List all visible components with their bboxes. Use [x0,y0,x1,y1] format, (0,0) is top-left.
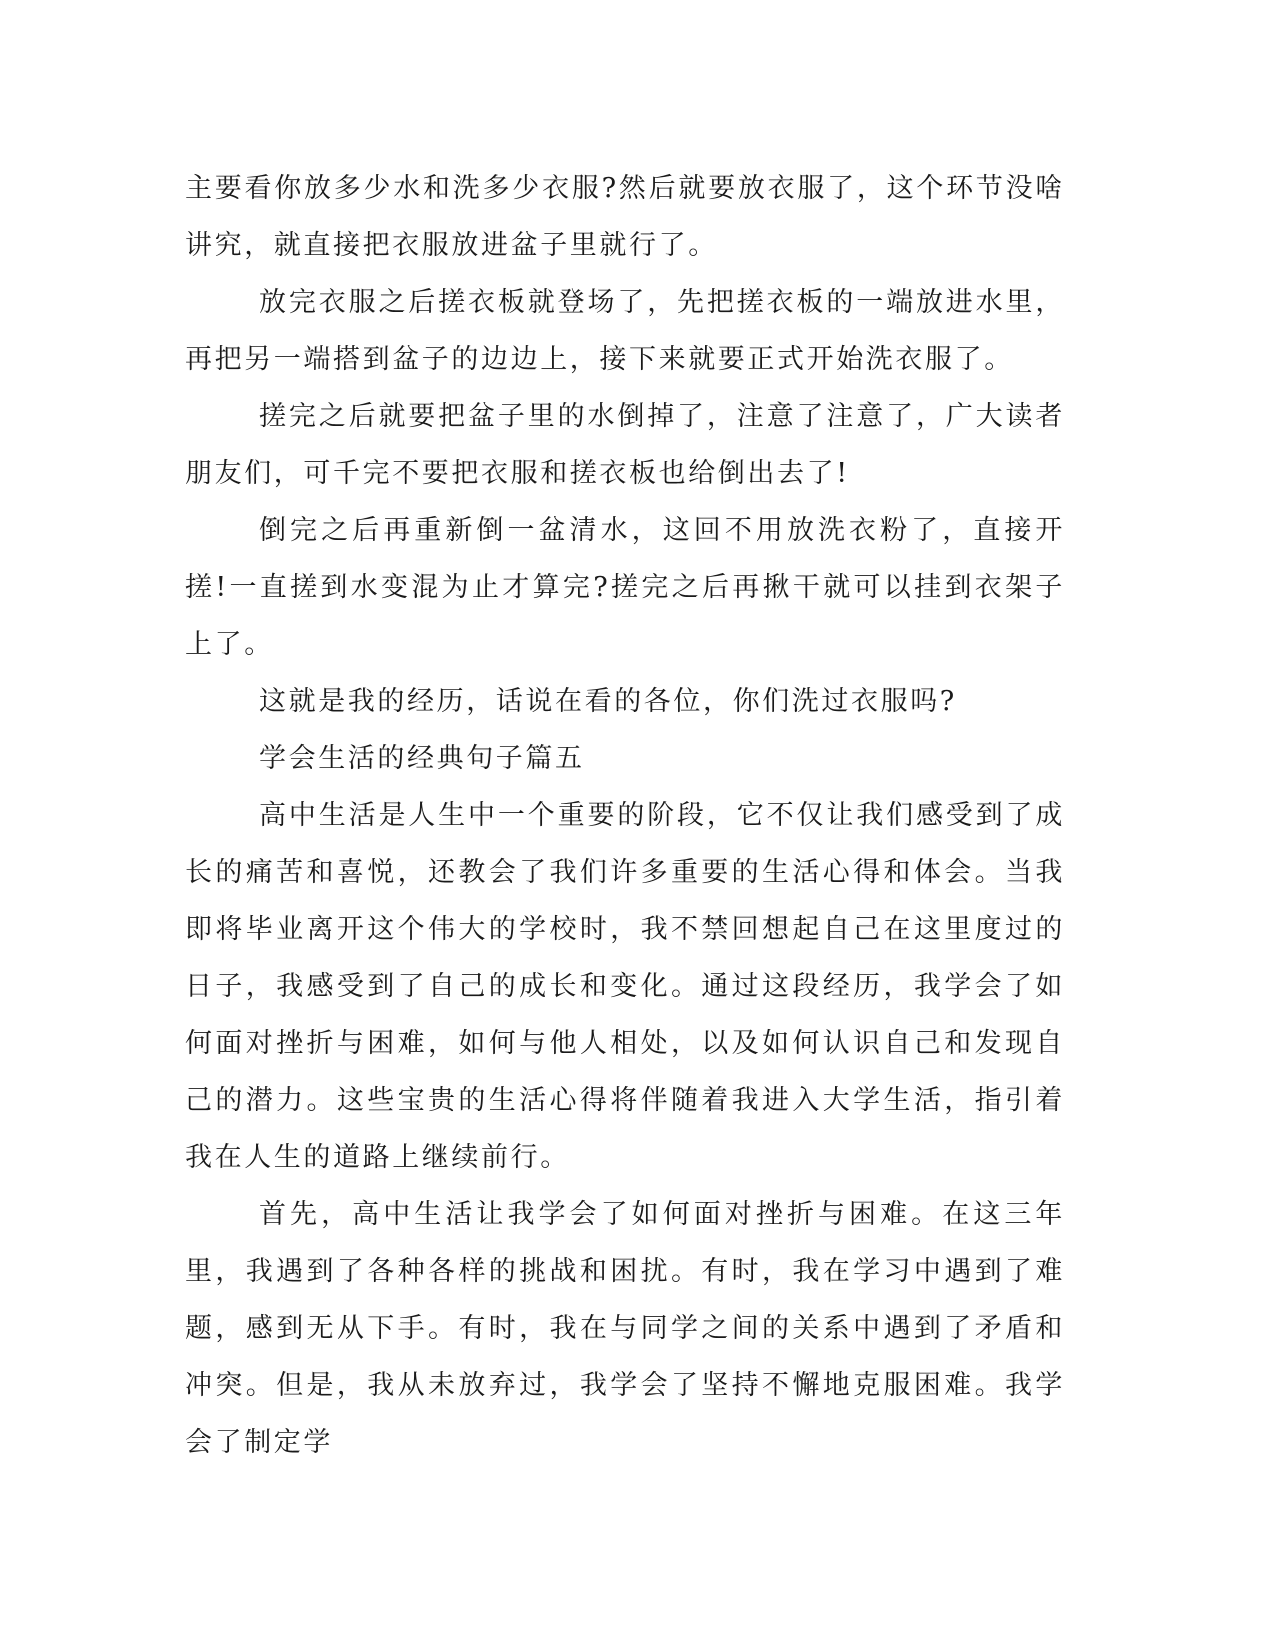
section-heading: 学会生活的经典句子篇五 [259,743,585,774]
paragraph-6: 高中生活是人生中一个重要的阶段，它不仅让我们感受到了成长的痛苦和喜悦，还教会了我们许多重要的生活心得和体会。当我即将毕业离开这个伟大的学校时，我不禁回想起自己在这里度过的日子，我感受到了自己的成长和变化。通过这段经历，我学会了如何面对挫折与困难，如何与他人相处，以及如何认识自己和发现自己的潜力。这些宝贵的生活心得将伴随着我进入大学生活，指引着我在人生的道路上继续前行。 [185,800,1065,1173]
paragraph-3: 搓完之后就要把盆子里的水倒掉了，注意了注意了，广大读者朋友们，可千完不要把衣服和搓衣板也给倒出去了! [185,401,1065,489]
paragraph-5: 这就是我的经历，话说在看的各位，你们洗过衣服吗? [259,686,957,717]
document-body [185,160,1065,1471]
paragraph-7: 首先，高中生活让我学会了如何面对挫折与困难。在这三年里，我遇到了各种各样的挑战和困扰。有时，我在学习中遇到了难题，感到无从下手。有时，我在与同学之间的关系中遇到了矛盾和冲突。但是，我从未放弃过，我学会了坚持不懈地克服困难。我学会了制定学 [185,1199,1065,1458]
paragraph-4: 倒完之后再重新倒一盆清水，这回不用放洗衣粉了，直接开搓!一直搓到水变混为止才算完?搓完之后再揪干就可以挂到衣架子上了。 [185,515,1065,660]
paragraph-2: 放完衣服之后搓衣板就登场了，先把搓衣板的一端放进水里，再把另一端搭到盆子的边边上，接下来就要正式开始洗衣服了。 [185,287,1065,375]
paragraph-1: 主要看你放多少水和洗多少衣服?然后就要放衣服了，这个环节没啥讲究，就直接把衣服放进盆子里就行了。 [185,173,1065,261]
